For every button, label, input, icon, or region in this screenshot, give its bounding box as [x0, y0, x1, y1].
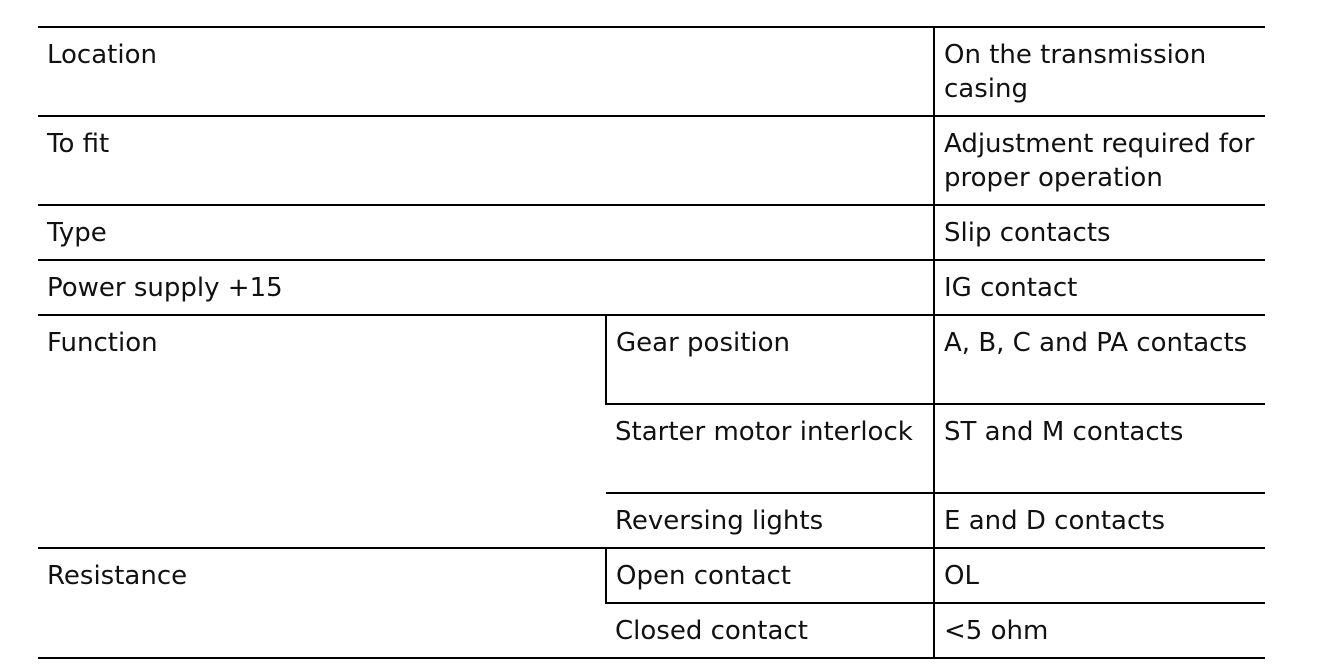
sub-label-reversing-lights: Reversing lights — [606, 493, 934, 548]
row-label-resistance: Resistance — [38, 548, 606, 658]
table-row — [38, 315, 1265, 404]
row-value-to-fit: Adjustment required for proper operation — [934, 116, 1265, 205]
sub-value-starter-interlock: ST and M contacts — [934, 404, 1265, 493]
sub-value-open-contact: OL — [934, 548, 1265, 603]
sub-label-closed-contact: Closed contact — [606, 603, 934, 658]
sub-label-starter-interlock: Starter motor interlock — [606, 404, 934, 493]
row-label-to-fit: To fit — [38, 116, 934, 205]
row-value-location: On the transmission casing — [934, 27, 1265, 116]
sub-label-gear-position: Gear position — [606, 315, 934, 404]
sub-value-closed-contact: <5 ohm — [934, 603, 1265, 658]
row-label-power-supply: Power supply +15 — [38, 260, 934, 315]
sub-value-gear-position: A, B, C and PA contacts — [934, 315, 1265, 404]
table-row — [38, 260, 1265, 315]
table-row — [38, 548, 1265, 603]
specification-table — [38, 26, 1265, 659]
row-value-type: Slip contacts — [934, 205, 1265, 260]
row-label-type: Type — [38, 205, 934, 260]
row-label-location: Location — [38, 27, 934, 116]
row-label-function: Function — [38, 315, 606, 548]
table-row — [38, 116, 1265, 205]
row-value-power-supply: IG contact — [934, 260, 1265, 315]
table-row — [38, 27, 1265, 116]
sub-value-reversing-lights: E and D contacts — [934, 493, 1265, 548]
sub-label-open-contact: Open contact — [606, 548, 934, 603]
table-row — [38, 205, 1265, 260]
